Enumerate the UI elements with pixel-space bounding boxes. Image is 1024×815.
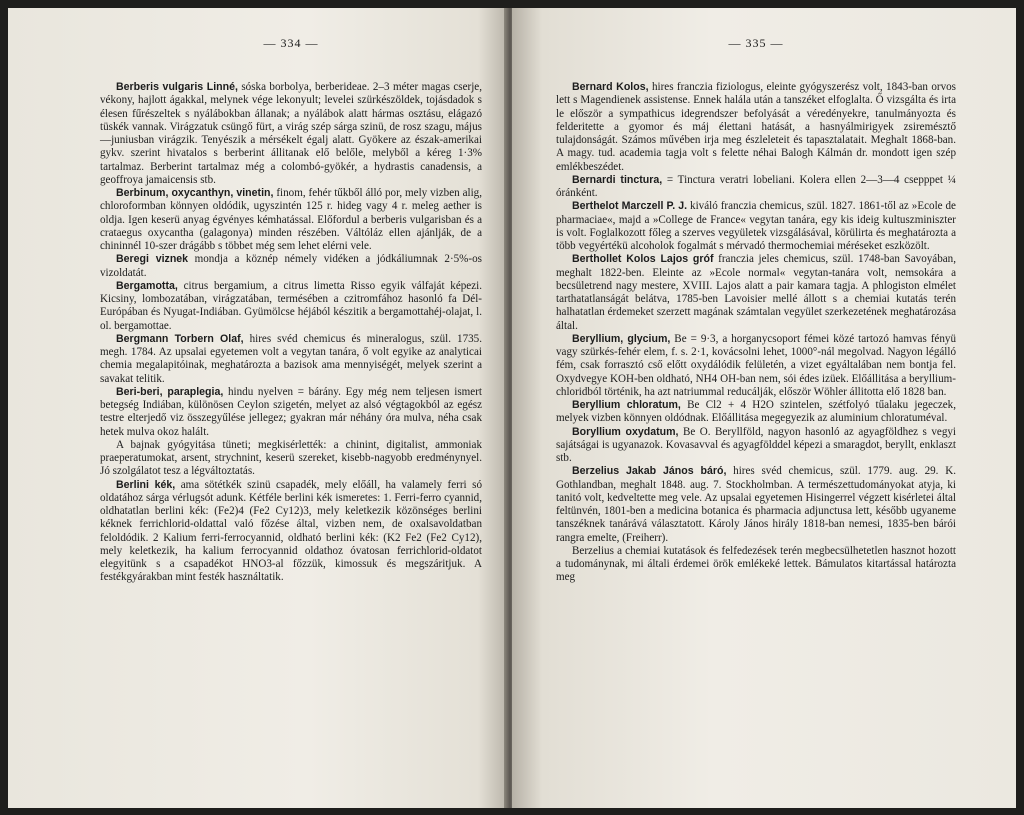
entry xyxy=(556,465,956,545)
entry-text: mondja a köznép némely vidéken a jódkáliumnak 2·5%-os vizoldatát. xyxy=(100,253,482,279)
headword: Bergmann Torbern Olaf, xyxy=(116,332,244,345)
entry xyxy=(100,187,482,253)
entry-text: Be Cl2 + 4 H2O szintelen, szétfolyó tűalaku jegeczek, melyek vizben könnyen oldódnak. Előállitása megegyezik az aluminium chloratuméval. xyxy=(556,399,956,425)
entry xyxy=(556,333,956,399)
entry xyxy=(100,386,482,439)
headword: Bernard Kolos, xyxy=(572,81,649,93)
entry-text: Be O. Beryllföld, nagyon hasonló az agyagföldhez s vegyi sajátságai is ugyanazok. Kovasavval és agyagfölddel képezi a smaragdot, beryllt, enklaszt stb. xyxy=(556,425,956,464)
entry xyxy=(100,81,482,187)
entry-text: A bajnak gyógyitása tüneti; megkisérlették: a chinint, digitalist, ammoniak praeperatumokat, arsent, strychnint, keserü szereket, kisebb-nagyobb eredménynyel. Jó szolgálatot tesz a légváltoztatás. xyxy=(100,438,482,478)
entry xyxy=(556,253,956,333)
entry-text: finom, fehér tűkből álló por, mely vizben alig, chloroformban könnyen oldódik, ugyszintén 125 r. hideg vagy 4 r. meleg aether is oldja. Igen keserü anyag égvényes kémhatással. Előfordul a berberis vulgarisban és a crataegus oxycantha (galagonya) minden részében. Váltóláz ellen ajánlják, de a chininnél 10-szer drágább s többet még sem lehet elérni vele. xyxy=(100,187,482,252)
entry xyxy=(556,399,956,426)
headword: Beryllium chloratum, xyxy=(572,399,681,411)
headword: Berberis vulgaris Linné, xyxy=(116,81,238,93)
entry-text: franczia jeles chemicus, szül. 1748-ban Savoyában, meghalt 1822-ben. Eleinte az »Ecole normal« vegytan-tanára volt, nemsokára a becsületrend nagy mestere, XVIII. Lajos alatt a pair kamara tagja. A phlogiston elmélet tarthatatlanságát belátva, 1785-ben Lavoisier mellé állott s a chemiai kutatás terén halhatatlan érdemeket szerzett magának számtalan vegyület szerkezetének meghatározása által. xyxy=(556,253,956,332)
page-number-left: — 334 — xyxy=(263,36,319,50)
headword: Berzelius Jakab János báró, xyxy=(572,465,727,478)
entry-text: hires franczia fiziologus, eleinte gyógyszerész volt, 1843-ban orvos lett s Magendienek assistense. Ennek halála után a tanszéket elfoglalta. Ő vizsgálta és irta le először a sympathicus idegrendszer befolyását a véredényekre, tanulmányozta és felderitette a gyomor és máj élettani hatását, a hasnyálmirigyek zsiremésztő tulajdonságát. Számos művében irja meg észleleteit és tapasztalatait. Meghalt 1868-ban. A magy. tud. academia tagja volt s felette néhai Balogh Kálmán dr. mondott igen szép emlékbeszédet. xyxy=(556,81,956,173)
headword: Berthelot Marczell P. J. xyxy=(572,200,688,213)
page-number-right: — 335 — xyxy=(728,36,784,50)
entry xyxy=(100,439,482,479)
entry xyxy=(556,426,956,466)
headword: Bergamotta, xyxy=(116,279,178,292)
entry xyxy=(556,174,956,201)
entry xyxy=(100,280,482,333)
entry-text: hires svéd chemicus és mineralogus, szül. 1735. megh. 1784. Az upsalai egyetemen volt a vegytan tanára, ő volt egyike az analyticai chemia megalapitóinak, meghatározta a bazisok ama mennyiségét, melyek szerint a savakat telitik. xyxy=(100,332,482,385)
entry-text: citrus bergamium, a citrus limetta Risso egyik válfaját képezi. Kicsiny, lombozatában, virágzatában, termésében a czitromfához hasonló fa Dél-Európában és Nyugat-Indiában. Gyümölcse héjából készitik a bergamottahéj-olajat, l. ol. bergamottae. xyxy=(100,279,482,332)
entry-text: = Tinctura veratri lobeliani. Kolera ellen 2—3—4 csepppet ¼ óránként. xyxy=(556,173,956,199)
right-page xyxy=(512,8,1016,808)
entry-text: Be = 9·3, a horganycsoport fémei közé tartozó hamvas fényü vagy szürkés-fehér elem, f. s. 2·1, kovácsolni lehet, 1000°-nál megolvad. Nagyon légálló fém, csak forrasztó cső előtt oxydálódik felületén, a vizet egyáltalában nem bontja fel. Oxydvegye KOH-ben oldható, NH4 OH-ban nem, sói édes izüek. Előállitása a beryllium-chloridból történik, ha azt natriummal reducálják, először Wöhler állitotta elő 1828 ban. xyxy=(556,332,956,398)
headword: Berlini kék, xyxy=(116,478,176,491)
left-page-body xyxy=(100,81,482,585)
entry xyxy=(100,333,482,386)
entry-text: kiváló franczia chemicus, szül. 1827. 1861-től az »Ecole de pharmaciae«, majd a »College de France« vegytan tanára, egy kis ideig kultuszminiszter is volt. Foglalkozott főleg a szerves vegyületek vizsgálásával, körülirta és meghatározta a több vegyértékü alcoholok fogalmát s mérvadó thermochemiai méréseket eszközölt. xyxy=(556,200,956,252)
headword: Beryllium, glycium, xyxy=(572,332,671,345)
headword: Beri-beri, paraplegia, xyxy=(116,385,224,398)
entry xyxy=(100,479,482,585)
entry xyxy=(556,545,956,585)
entry-text: Berzelius a chemiai kutatások és felfedezések terén megbecsülhetetlen hasznot hozott a tudománynak, mi általi érdemei örök emlékeké lettek. Bámulatos kitartással határozta meg xyxy=(556,544,956,584)
entry-text: ama sötétkék szinü csapadék, mely előáll, ha valamely ferri só oldatához sárga vérlugsót adunk. Kétféle berlini kék ismeretes: 1. Ferri-ferro cyannid, oldhatatlan berlini kék: (Fe2)4 (Fe2 Cy12)3, mely keletkezik közönséges berlini kéknek ferrichlorid-oldattal való főzése által, vizben nem, de oxalsavoldatban feloldódik. 2 Kalium ferri-ferrocyannid, oldható berlini kék: (K2 Fe2 (Fe2 Cy12), mely keletkezik, ha kalium ferrocyannid oldathoz óvatosan ferrichlorid-oldatot elegyitünk s a csapadékot HNO3-al főzzük, kimossuk és megszáritjuk. A festékgyárakban mint festék használtatik. xyxy=(100,478,482,584)
headword: Bernardi tinctura, xyxy=(572,173,663,186)
entry-text: hindu nyelven = bárány. Egy még nem teljesen ismert betegség Indiában, különösen Ceylon szigetén, melyet az alsó végtagokból az egész testre elterjedő viz összegyűlése jellegez; gyakran már néhány óra mulva, néha csak hetek mulva okoz halált. xyxy=(100,385,482,438)
entry-text: sóska borbolya, berberideae. 2–3 méter magas cserje, vékony, hajlott ágakkal, melynek vége lekonyult; levelei szürkészöldek, tojásdadok s élesen fűrészeltek s nyálábokban állanak; a nyálábok alatt hármas osztásu, elágazó tüskék vannak. Virágzatuk csüngő fürt, a virág szép sárga szinü, de rosz szagu, május—juniusban virágzik. Tenyészik a mérsékelt égalj alatt. Gyökere az észak-amerikai gykv. szerint hivatalos s berberint állitanak elő belőle, melyből a kéreg 1·3% tartalmaz. Berberint tartalmaz még a colombó-gyökér, a hydrastis canadensis, a geoffroya jamaicensis stb. xyxy=(100,81,482,186)
entry xyxy=(100,253,482,280)
right-page-body xyxy=(556,81,956,585)
entry xyxy=(556,81,956,174)
left-page xyxy=(8,8,508,808)
headword: Berthollet Kolos Lajos gróf xyxy=(572,253,714,266)
entry-text: hires svéd chemicus, szül. 1779. aug. 29. K. Gothlandban, meghalt 1848. aug. 7. Stockholmban. A természettudományokat atyja, ki tanitó volt, kedveltette meg vele. Az upsalai egyetemen Hisingerrel végzett kisérletei által feltünvén, 1801-ben a medicina botanica és pharmacia adjunctusa lett, később ugyaneme tanszéknek tanárává választatott. Károly János hirály 1818-ban nemesi, 1835-ben bárói rangra emelte, (Freiherr). xyxy=(556,465,956,544)
headword: Boryllium oxydatum, xyxy=(572,425,679,438)
headword: Berbinum, oxycanthyn, vinetin, xyxy=(116,187,274,199)
entry xyxy=(556,200,956,253)
headword: Beregi viznek xyxy=(116,253,189,266)
